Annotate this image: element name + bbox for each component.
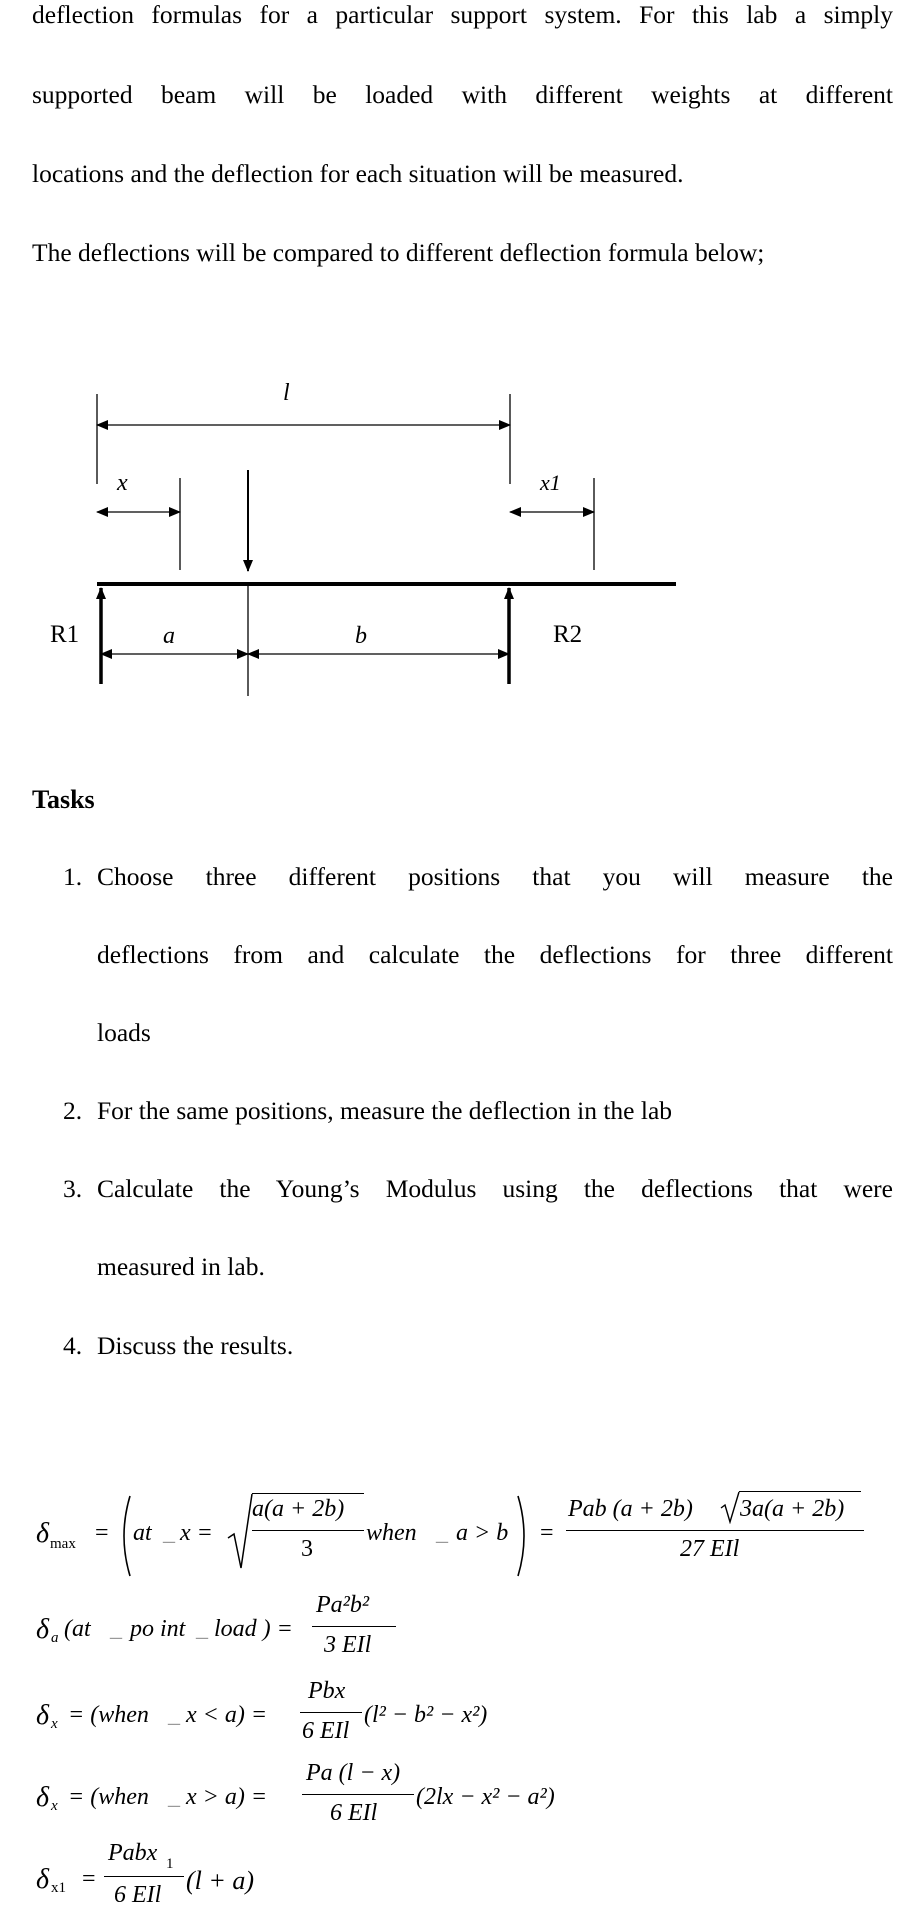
label-x: x — [117, 470, 128, 496]
intro-line-4: The deflections will be compared to different deflection formula below; — [32, 238, 765, 267]
f2-label2: po int — [130, 1616, 186, 1642]
task-line: Calculate the Young’s Modulus using the deflections that were — [97, 1174, 893, 1203]
f2-label: (at — [64, 1616, 91, 1642]
f4-den: 6 EIl — [330, 1800, 378, 1826]
task-line: Choose three different positions that you will measure the — [97, 862, 893, 891]
task-number: 3. — [63, 1174, 83, 1203]
task-line: Discuss the results. — [97, 1331, 294, 1360]
delta-subscript: max — [50, 1536, 76, 1552]
task-line: deflections from and calculate the deflections for three different — [97, 940, 893, 969]
task-number: 1. — [63, 862, 83, 891]
f2-num: Pa²b² — [316, 1592, 370, 1618]
f2-label3: load ) = — [214, 1616, 293, 1642]
task-number: 4. — [63, 1331, 83, 1360]
intro-line-1: deflection formulas for a particular support system. For this lab a simply — [32, 0, 893, 29]
label-a: a — [163, 623, 175, 649]
delta-subscript: x — [51, 1716, 58, 1732]
task-line: measured in lab. — [97, 1252, 265, 1281]
intro-line-2: supported beam will be loaded with different weights at different — [32, 80, 893, 109]
formula-delta-x-gt: δ x = (when _ x > a) = Pa (l − x) 6 EIl (2lx − x² − a²) — [36, 1760, 555, 1826]
label-r2: R2 — [553, 621, 583, 648]
f3-cond: x < a) = — [186, 1702, 268, 1728]
f4-num: Pa (l − x) — [306, 1760, 401, 1786]
f1-rhs-den: 27 EIl — [680, 1536, 740, 1562]
formula-delta-a: δ a (at _ po int _ load ) = Pa²b² 3 EIl — [0, 1592, 914, 1672]
f1-rad-num: a(a + 2b) — [252, 1496, 345, 1522]
f1-cond: a > b — [456, 1520, 509, 1546]
f3-tail: (l² − b² − x²) — [364, 1702, 488, 1728]
label-l: l — [283, 380, 290, 406]
f4-label: = (when — [68, 1784, 149, 1810]
f1-rad-den: 3 — [301, 1536, 313, 1562]
f3-label: = (when — [68, 1702, 149, 1728]
label-x1: x1 — [540, 470, 561, 495]
delta-subscript: x1 — [51, 1880, 66, 1896]
f1-rhs-rad: 3a(a + 2b) — [740, 1496, 845, 1522]
task-number: 2. — [63, 1096, 83, 1125]
tasks-heading: Tasks — [32, 785, 95, 814]
f5-num: Pabx — [108, 1840, 158, 1866]
f1-at: at — [133, 1520, 152, 1546]
formula-delta-max: δ max = at _ x = a(a + 2b) 3 when _ a > b = Pab (a + 2b) 3a(a + 2b) 27 EIl — [0, 1480, 914, 1590]
f5-tail: (l + a) — [186, 1866, 255, 1895]
delta-subscript: x — [51, 1798, 58, 1814]
label-r1: R1 — [50, 621, 80, 648]
f3-den: 6 EIl — [302, 1718, 350, 1744]
f5-num-sub: 1 — [166, 1856, 174, 1872]
intro-line-3: locations and the deflection for each situation will be measured. — [32, 159, 684, 188]
f3-num: Pbx — [308, 1678, 346, 1704]
label-b: b — [355, 623, 367, 649]
f4-cond: x > a) = — [186, 1784, 268, 1810]
formula-delta-x-lt: δ x = (when _ x < a) = Pbx 6 EIl (l² − b² − x²) — [36, 1678, 488, 1744]
delta-subscript: a — [51, 1630, 59, 1646]
f5-den: 6 EIl — [114, 1882, 162, 1908]
beam-diagram — [0, 370, 914, 710]
f1-x: x = — [180, 1520, 213, 1546]
task-line: loads — [97, 1018, 151, 1047]
f2-den: 3 EIl — [324, 1632, 372, 1658]
task-line: For the same positions, measure the deflection in the lab — [97, 1096, 673, 1125]
f4-tail: (2lx − x² − a²) — [416, 1784, 555, 1810]
formula-delta-x1: δ x1 = Pabx 1 6 EIl (l + a) — [36, 1840, 255, 1908]
f1-rhs-num: Pab (a + 2b) — [568, 1496, 693, 1522]
f1-when: when — [366, 1520, 417, 1546]
